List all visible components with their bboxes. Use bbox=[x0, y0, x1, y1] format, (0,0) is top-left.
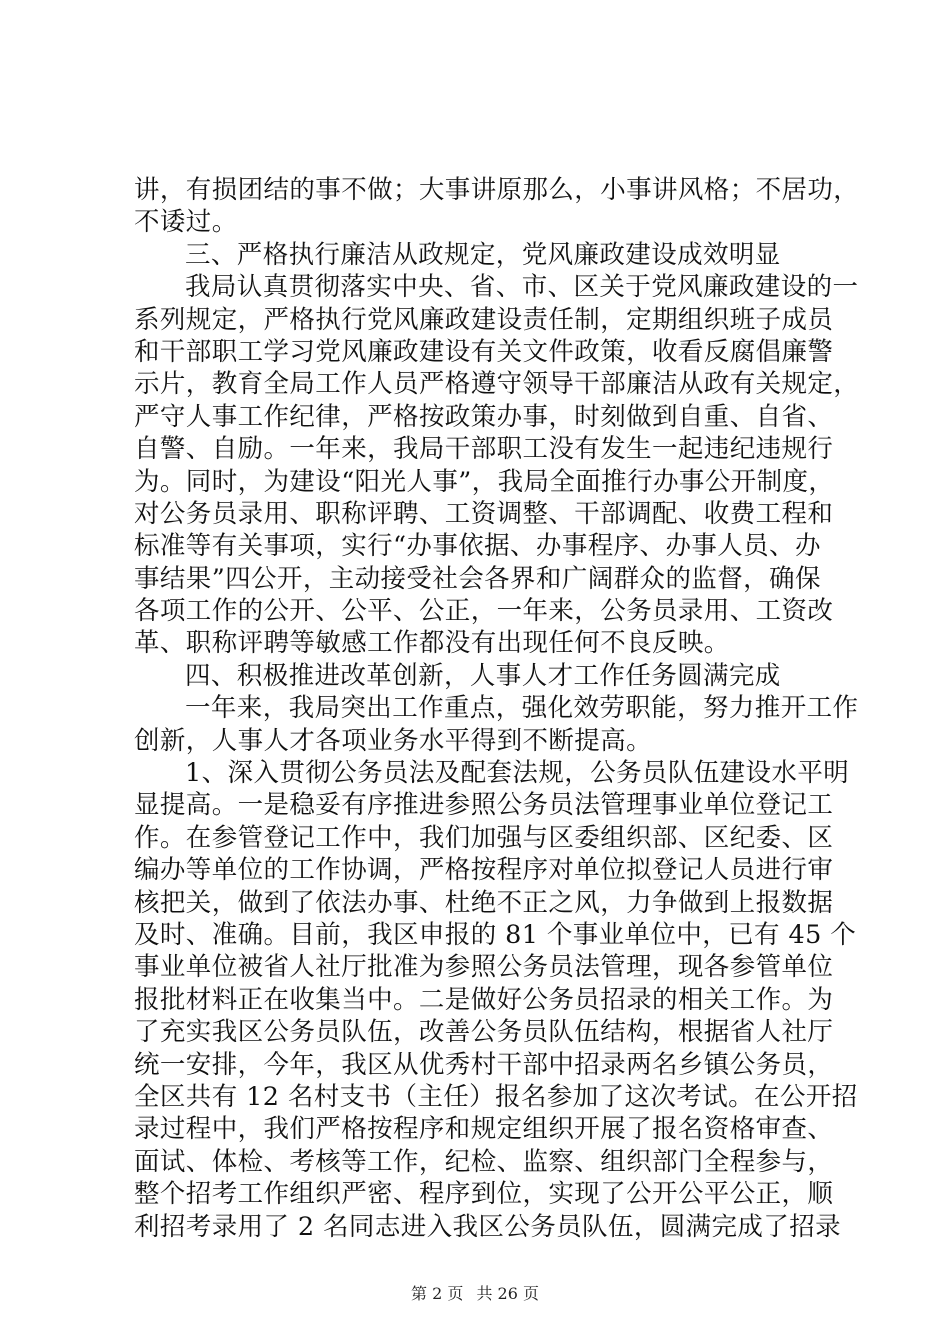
text-line: 显提高。一是稳妥有序推进参照公务员法管理事业单位登记工 bbox=[134, 790, 834, 821]
text-line: 作。在参管登记工作中，我们加强与区委组织部、区纪委、区 bbox=[134, 822, 834, 853]
text-line: 整个招考工作组织严密、程序到位，实现了公开公平公正，顺 bbox=[134, 1179, 834, 1210]
text-line: 和干部职工学习党风廉政建设有关文件政策，收看反腐倡廉警 bbox=[134, 336, 834, 367]
text-line: 创新，人事人才各项业务水平得到不断提高。 bbox=[134, 725, 653, 756]
page-footer bbox=[0, 1281, 950, 1304]
text-line: 利招考录用了 2 名同志进入我区公务员队伍，圆满完成了招录 bbox=[134, 1211, 842, 1242]
text-line: 面试、体检、考核等工作，纪检、监察、组织部门全程参与， bbox=[134, 1146, 834, 1177]
page-total: 共 26 页 bbox=[476, 1284, 539, 1303]
text-line: 系列规定，严格执行党风廉政建设责任制，定期组织班子成员 bbox=[134, 304, 834, 335]
text-line: 了充实我区公务员队伍，改善公务员队伍结构，根据省人社厅 bbox=[134, 1017, 834, 1048]
text-line: 严守人事工作纪律，严格按政策办事，时刻做到自重、自省、 bbox=[134, 401, 834, 432]
text-line: 讲，有损团结的事不做；大事讲原那么，小事讲风格；不居功， bbox=[134, 175, 860, 205]
text-line: 编办等单位的工作协调，严格按程序对单位拟登记人员进行审 bbox=[134, 855, 834, 886]
text-line: 自警、自励。一年来，我局干部职工没有发生一起违纪违规行 bbox=[134, 434, 834, 465]
text-line: 标准等有关事项，实行“办事依据、办事程序、办事人员、办 bbox=[134, 531, 821, 562]
text-line: 统一安排，今年，我区从优秀村干部中招录两名乡镇公务员， bbox=[134, 1049, 834, 1080]
text-line: 革、职称评聘等敏感工作都没有出现任何不良反映。 bbox=[134, 628, 730, 659]
text-line: 对公务员录用、职称评聘、工资调整、干部调配、收费工程和 bbox=[134, 498, 834, 529]
text-line: 各项工作的公开、公平、公正，一年来，公务员录用、工资改 bbox=[134, 596, 834, 627]
page-number: 第 2 页 bbox=[411, 1284, 464, 1303]
text-line: 及时、准确。目前，我区申报的 81 个事业单位中，已有 45 个 bbox=[134, 919, 857, 950]
text-line: 事业单位被省人社厅批准为参照公务员法管理，现各参管单位 bbox=[134, 952, 834, 983]
text-line: 1、深入贯彻公务员法及配套法规，公务员队伍建设水平明 bbox=[185, 758, 850, 789]
text-line: 核把关，做到了依法办事、杜绝不正之风，力争做到上报数据 bbox=[134, 887, 834, 918]
text-line: 我局认真贯彻落实中央、省、市、区关于党风廉政建设的一 bbox=[185, 272, 859, 303]
text-line: 事结果”四公开，主动接受社会各界和广阔群众的监督，确保 bbox=[134, 563, 821, 594]
section-heading-3: 三、严格执行廉洁从政规定，党风廉政建设成效明显 bbox=[185, 239, 781, 270]
text-line: 录过程中，我们严格按程序和规定组织开展了报名资格审查、 bbox=[134, 1114, 834, 1145]
text-line: 不诿过。 bbox=[134, 207, 238, 238]
text-line: 全区共有 12 名村支书（主任）报名参加了这次考试。在公开招 bbox=[134, 1081, 858, 1112]
text-line: 示片，教育全局工作人员严格遵守领导干部廉洁从政有关规定， bbox=[134, 369, 860, 400]
text-line: 一年来，我局突出工作重点，强化效劳职能，努力推开工作 bbox=[185, 693, 859, 724]
text-line: 为。同时，为建设“阳光人事”，我局全面推行办事公开制度， bbox=[134, 466, 835, 497]
section-heading-4: 四、积极推进改革创新，人事人才工作任务圆满完成 bbox=[185, 660, 781, 691]
body-text bbox=[134, 174, 860, 1243]
text-line: 报批材料正在收集当中。二是做好公务员招录的相关工作。为 bbox=[134, 984, 834, 1015]
